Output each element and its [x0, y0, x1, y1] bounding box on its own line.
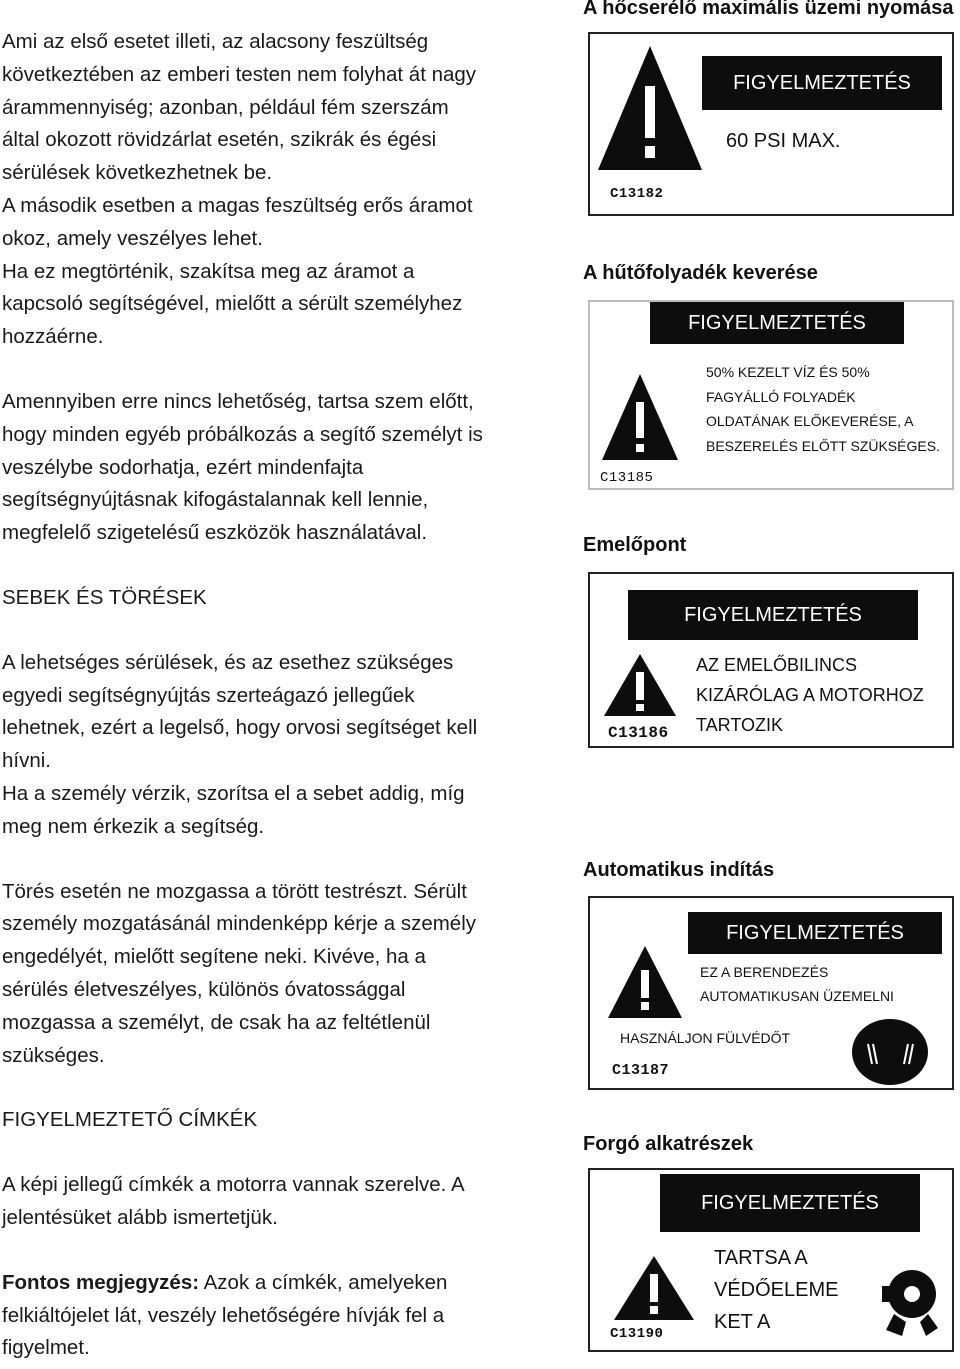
- text-line: hogy minden egyéb próbálkozás a segítő személyt is: [2, 422, 483, 446]
- warning-bar: FIGYELMEZTETÉS: [628, 590, 918, 640]
- text-line: következtében az emberi testen nem folyhat át nagy: [2, 62, 477, 86]
- label-code: C13182: [610, 186, 664, 202]
- label-heading-coolant: A hűtőfolyadék keverése: [583, 262, 818, 284]
- label-text-line: BESZERELÉS ELŐTT SZÜKSÉGES.: [706, 437, 940, 454]
- label-text-block: [706, 360, 940, 458]
- text-line: jelentésüket alább ismertetjük.: [2, 1205, 278, 1229]
- ear-protection-text: HASZNÁLJON FÜLVÉDŐT: [620, 1030, 791, 1046]
- text-line: egyedi segítségnyújtás szerteágazó jellegűek: [2, 683, 415, 707]
- warning-label-autostart: [588, 896, 954, 1090]
- text-line: Ha a személy vérzik, szorítsa el a sebet addig, míg: [2, 781, 465, 805]
- text-line: Amennyiben erre nincs lehetőség, tartsa szem előtt,: [2, 389, 474, 413]
- label-text-line: AUTOMATIKUSAN ÜZEMELNI: [700, 988, 894, 1004]
- section-heading-warning-labels: FIGYELMEZTETŐ CÍMKÉK: [2, 1108, 258, 1132]
- text-line: segítségnyújtásnak kifogástalannak kell lennie,: [2, 488, 429, 512]
- warning-triangle-icon: [612, 1254, 696, 1322]
- label-text: 60 PSI MAX.: [726, 130, 841, 152]
- warning-bar: FIGYELMEZTETÉS: [702, 56, 942, 110]
- label-heading-lifting: Emelőpont: [583, 534, 687, 556]
- label-text-block: [700, 960, 894, 1008]
- label-code: C13186: [608, 724, 669, 742]
- paragraph-fractures: [2, 876, 562, 1073]
- text-line: [2, 1267, 562, 1300]
- label-text-line: OLDATÁNAK ELŐKEVERÉSE, A: [706, 413, 914, 429]
- label-text-line: TARTOZIK: [696, 715, 784, 735]
- warning-bar: FIGYELMEZTETÉS: [650, 302, 904, 344]
- label-heading-autostart: Automatikus indítás: [583, 859, 775, 881]
- text-line: okoz, amely veszélyes lehet.: [2, 226, 263, 250]
- text-line: hozzáérne.: [2, 325, 104, 349]
- text-line: felkiáltójelet lát, veszély lehetőségére hívják fel a: [2, 1303, 445, 1327]
- label-text-line: AZ EMELŐBILINCS: [696, 655, 858, 675]
- text-line: meg nem érkezik a segítség.: [2, 814, 265, 838]
- paragraph-important-note: [2, 1267, 562, 1365]
- label-heading-pressure: A hőcserélő maximális üzemi nyomása: [583, 0, 954, 19]
- text-line: szükséges.: [2, 1043, 105, 1067]
- warning-bar: FIGYELMEZTETÉS: [688, 912, 942, 954]
- warning-label-coolant: [588, 300, 954, 490]
- warning-label-pressure: [588, 32, 954, 216]
- body-text-column: [2, 26, 562, 1365]
- label-text-line: EZ A BERENDEZÉS: [700, 964, 829, 980]
- warning-bar: FIGYELMEZTETÉS: [660, 1174, 920, 1232]
- paragraph-injuries: [2, 647, 562, 844]
- warning-triangle-icon: [606, 944, 684, 1020]
- text-line: Ha ez megtörténik, szakítsa meg az áramot a: [2, 259, 415, 283]
- note-text: Azok a címkék, amelyeken: [199, 1270, 448, 1294]
- text-line: személy mozgatásánál mindenképp kérje a személy: [2, 912, 477, 936]
- text-line: Ami az első esetet illeti, az alacsony feszültség: [2, 30, 429, 53]
- label-text-line: TARTSA A: [714, 1247, 808, 1269]
- text-line: A második esetben a magas feszültség erős áramot: [2, 193, 473, 217]
- text-line: veszélybe sodorhatja, ezért mindenfajta: [2, 455, 364, 479]
- label-text-block: [696, 650, 924, 740]
- label-code: C13185: [600, 470, 654, 486]
- text-line: hívni.: [2, 749, 51, 773]
- text-line: mozgassa a személyt, de csak ha az feltétlenül: [2, 1010, 431, 1034]
- label-heading-rotating: Forgó alkatrészek: [583, 1133, 754, 1155]
- label-text-line: 50% KEZELT VÍZ ÉS 50%: [706, 364, 870, 380]
- section-heading-injuries: SEBEK ÉS TÖRÉSEK: [2, 585, 207, 609]
- label-text-line: FAGYÁLLÓ FOLYADÉK: [706, 388, 856, 405]
- warning-label-lifting: [588, 572, 954, 748]
- paragraph-rescue-caution: [2, 386, 562, 550]
- text-line: A képi jellegű címkék a motorra vannak szerelve. A: [2, 1173, 465, 1197]
- label-text-line: KIZÁRÓLAG A MOTORHOZ: [696, 685, 924, 705]
- text-line: kapcsoló segítségével, mielőtt a sérült személyhez: [2, 292, 463, 316]
- warning-triangle-icon: [596, 44, 704, 172]
- warning-label-rotating: [588, 1168, 954, 1352]
- text-line: megfelelő szigetelésű eszközök használatával.: [2, 521, 428, 545]
- text-line: sérülés életveszélyes, különös óvatossággal: [2, 977, 406, 1001]
- text-line: A lehetséges sérülések, és az esethez szükséges: [2, 650, 454, 674]
- text-line: által okozott rövidzárlat esetén, szikrák és égési: [2, 128, 437, 152]
- text-line: lehetnek, ezért a legelső, hogy orvosi segítséget kell: [2, 716, 478, 740]
- label-code: C13190: [610, 1326, 664, 1342]
- label-text-block: [714, 1242, 838, 1328]
- label-text-line: KET A: [714, 1311, 771, 1328]
- rotating-parts-icon: [876, 1264, 948, 1340]
- label-code: C13187: [612, 1062, 670, 1079]
- warning-triangle-icon: [602, 652, 678, 718]
- text-line: engedélyét, mielőtt segítene neki. Kivéve, ha a: [2, 945, 426, 969]
- text-line: figyelmet.: [2, 1336, 90, 1360]
- text-line: sérülések következhetnek be.: [2, 161, 273, 185]
- warning-triangle-icon: [600, 372, 680, 462]
- paragraph-labels-intro: [2, 1169, 562, 1235]
- label-text-line: VÉDŐELEME: [714, 1279, 839, 1301]
- text-line: árammennyiség; azonban, például fém szerszám: [2, 95, 449, 119]
- ear-protection-icon: [846, 1014, 934, 1086]
- paragraph-low-voltage: [2, 26, 562, 354]
- text-line: Törés esetén ne mozgassa a törött testrészt. Sérült: [2, 879, 467, 903]
- note-bold-label: Fontos megjegyzés:: [2, 1270, 200, 1294]
